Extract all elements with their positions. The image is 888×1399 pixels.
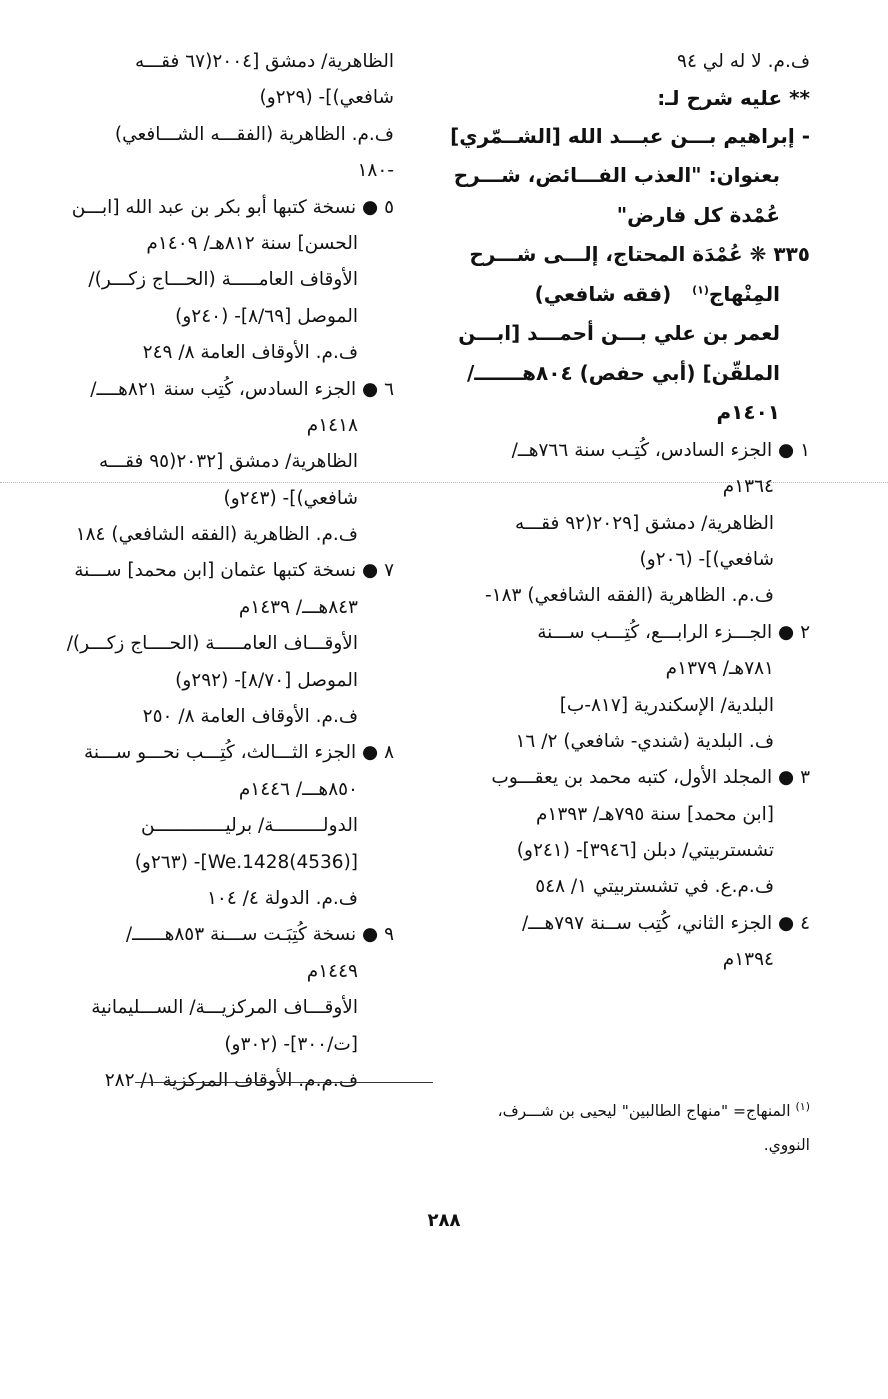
text-line: ١٤١٨م <box>306 414 358 436</box>
manuscript-item: ٤ ● الجزء الثاني، كُتِب ســنة ٧٩٧هـــ/ <box>522 912 810 934</box>
text-line: ١٣٩٤م <box>722 949 774 971</box>
text-line: شافعي)]- (٢٢٩و) <box>259 87 394 109</box>
text-line: الموصل [٨/٧٠]- (٢٩٢و) <box>175 669 358 691</box>
text-line: [ابن محمد] سنة ٧٩٥هـ/ ١٣٩٣م <box>535 803 774 825</box>
text-line: الظاهرية/ دمشق [٢٠٢٩(٩٢ فقـــه <box>514 512 774 534</box>
footnote <box>458 1094 810 1162</box>
entry-author: لعمر بن علي بـــن أحمـــد [ابـــن <box>458 321 780 346</box>
footnote-divider <box>135 1082 433 1083</box>
footnote-line <box>458 1094 810 1128</box>
left-column <box>38 44 394 1099</box>
text-line: ف.م. الدولة ٤/ ١٠٤ <box>206 887 358 909</box>
text-line: شافعي)]- (٢٠٦و) <box>639 548 774 570</box>
text-line: الأوقـــاف العامـــــة (الحــــاج زكـــر)/ <box>66 633 358 655</box>
text-line: الحسن] سنة ٨١٢هـ/ ١٤٠٩م <box>146 232 358 254</box>
text-line: الأوقاف العامـــــة (الحـــاج زكـــر)/ <box>88 269 358 291</box>
text-line: الظاهرية/ دمشق [٢٠٠٤(٦٧ فقـــه <box>134 51 394 72</box>
text-line: ف.م. الظاهرية (الفقه الشافعي) ١٨٣- <box>485 585 774 607</box>
footnote-reference: (١) <box>692 283 709 297</box>
text-line: الظاهرية/ دمشق [٢٠٣٢(٩٥ فقـــه <box>98 451 358 473</box>
right-column <box>450 44 810 979</box>
text-line: ٧٨١هـ/ ١٣٧٩م <box>665 658 774 680</box>
text-line: ف.م. الظاهرية (الفقـــه الشـــافعي) <box>114 123 394 145</box>
manuscript-item: ١ ● الجزء السادس، كُتِـب سنة ٧٦٦هــ/ <box>511 439 810 461</box>
text-line: ٨٥٠هـــ/ ١٤٤٦م <box>238 778 358 800</box>
text-line: ١٣٦٤م <box>722 476 774 498</box>
text-line: ف.م. الأوقاف العامة ٨/ ٢٥٠ <box>142 706 358 728</box>
footnote-text: المنهاج= "منهاج الطالبين" ليحيى بن شـــرف، <box>497 1102 791 1120</box>
subject-tag: (فقه شافعي) <box>534 281 672 306</box>
text-line: شافعي)]- (٢٤٣و) <box>223 487 358 509</box>
commentary-title: بعنوان: "العذب الفـــائض، شـــرح <box>453 163 780 188</box>
text-line: ف.م. لا له لي ٩٤ <box>677 51 810 72</box>
entry-author: الملقّن] (أبي حفص) ٨٠٤هـــــــ/ <box>467 360 780 385</box>
entry-title-text: المِنْهاج <box>708 281 780 306</box>
text-line: ف. البلدية (شندي- شافعي) ٢/ ١٦ <box>515 730 774 752</box>
entry-title: ٣٣٥ ❋ عُمْدَة المحتاج، إلـــى شـــرح <box>469 242 810 267</box>
footnote-marker: (١) <box>795 1099 810 1113</box>
manuscript-item: ٢ ● الجـــزء الرابـــع، كُتِـــب ســـنة <box>537 621 810 643</box>
text-line: ف.م.ع. في تشستربيتي ١/ ٥٤٨ <box>535 876 774 898</box>
manuscript-item: ٦ ● الجزء السادس، كُتِب سنة ٨٢١هــــ/ <box>90 378 394 400</box>
commentary-author: - إبراهيم بـــن عبـــد الله [الشــمّري] <box>450 123 810 148</box>
text-line: تشستربيتي/ دبلن [٣٩٤٦]- (٢٤١و) <box>516 840 774 862</box>
text-line: الدولـــــــــة/ برليـــــــــــــن <box>141 815 358 837</box>
text-line: الأوقـــاف المركزيـــة/ الســـليمانية <box>91 997 358 1019</box>
text-line: ف.م.م. الأوقاف المركزية ١/ ٢٨٢ <box>104 1069 358 1091</box>
commentary-heading: ** عليه شرح لـ: <box>657 86 810 111</box>
manuscript-item: ٧ ● نسخة كتبها عثمان [ابن محمد] ســـنة <box>74 560 394 582</box>
text-line: ٨٤٣هـــ/ ١٤٣٩م <box>238 596 358 618</box>
text-line: ف.م. الأوقاف العامة ٨/ ٢٤٩ <box>142 342 358 364</box>
entry-title <box>458 275 810 315</box>
commentary-title: عُمْدة كل فارض" <box>616 202 780 227</box>
manuscript-item: ٨ ● الجزء الثـــالث، كُتِـــب نحـــو ســـنة <box>83 742 394 764</box>
page-number: ٢٨٨ <box>427 1210 461 1231</box>
text-line: [(4536)We.1428]- (٢٦٣و) <box>134 851 358 873</box>
text-line: البلدية/ الإسكندرية [٨١٧-ب] <box>559 694 774 716</box>
manuscript-item: ٩ ● نسخة كُتِبَـت ســـنة ٨٥٣هــــــ/ <box>125 924 394 946</box>
text-line: ف.م. الظاهرية (الفقه الشافعي) ١٨٤ <box>75 524 358 546</box>
manuscript-item: ٣ ● المجلد الأول، كتبه محمد بن يعقـــوب <box>491 767 810 789</box>
entry-author: ١٤٠١م <box>716 400 780 425</box>
text-line: الموصل [٨/٦٩]- (٢٤٠و) <box>175 305 358 327</box>
text-line: [ت/٣٠٠]- (٣٠٢و) <box>224 1033 358 1055</box>
text-line: -١٨٠ <box>357 160 394 182</box>
footnote-line: النووي. <box>763 1136 810 1154</box>
manuscript-item: ٥ ● نسخة كتبها أبو بكر بن عبد الله [ابـــن <box>71 196 394 218</box>
text-line: ١٤٤٩م <box>306 960 358 982</box>
